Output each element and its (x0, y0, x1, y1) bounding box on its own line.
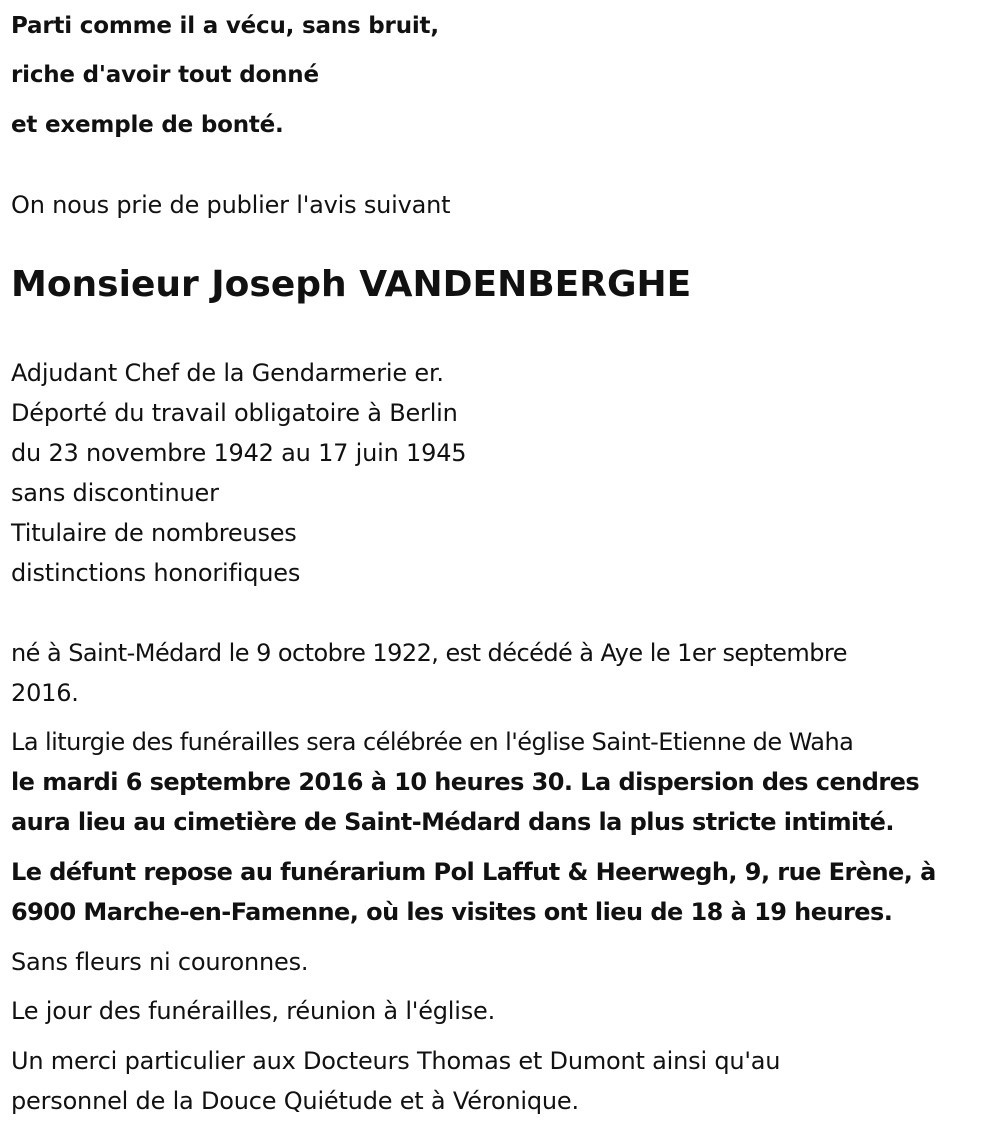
title-line-5: Titulaire de nombreuses (11, 519, 297, 547)
title-line-3: du 23 novembre 1942 au 17 juin 1945 (11, 439, 467, 467)
title-line-2: Déporté du travail obligatoire à Berlin (11, 399, 458, 427)
visitation-line-1: Le défunt repose au funérarium Pol Laffut & Heerwegh, 9, rue Erène, à (11, 858, 936, 886)
poem-line-1: Parti comme il a vécu, sans bruit, (11, 13, 439, 39)
title-line-1: Adjudant Chef de la Gendarmerie er. (11, 359, 444, 387)
thanks-line-2: personnel de la Douce Quiétude et à Véronique. (11, 1087, 579, 1115)
birth-death-line-1: né à Saint-Médard le 9 octobre 1922, est décédé à Aye le 1er septembre (11, 639, 847, 667)
notice-intro: On nous prie de publier l'avis suivant (11, 191, 451, 219)
meeting-note: Le jour des funérailles, réunion à l'église. (11, 997, 496, 1025)
thanks-line-1: Un merci particulier aux Docteurs Thomas et Dumont ainsi qu'au (11, 1047, 781, 1075)
poem-line-3: et exemple de bonté. (11, 112, 284, 138)
visitation-line-2: 6900 Marche-en-Famenne, où les visites ont lieu de 18 à 19 heures. (11, 898, 893, 926)
birth-death-line-2: 2016. (11, 679, 79, 707)
deceased-name: Monsieur Joseph VANDENBERGHE (11, 264, 692, 305)
flowers-note: Sans fleurs ni couronnes. (11, 948, 309, 976)
title-line-4: sans discontinuer (11, 479, 219, 507)
poem-line-2: riche d'avoir tout donné (11, 62, 319, 88)
funeral-line-1: La liturgie des funérailles sera célébrée en l'église Saint-Etienne de Waha (11, 728, 854, 756)
title-line-6: distinctions honorifiques (11, 559, 301, 587)
funeral-line-3: aura lieu au cimetière de Saint-Médard dans la plus stricte intimité. (11, 808, 894, 836)
funeral-line-2: le mardi 6 septembre 2016 à 10 heures 30. La dispersion des cendres (11, 768, 920, 796)
